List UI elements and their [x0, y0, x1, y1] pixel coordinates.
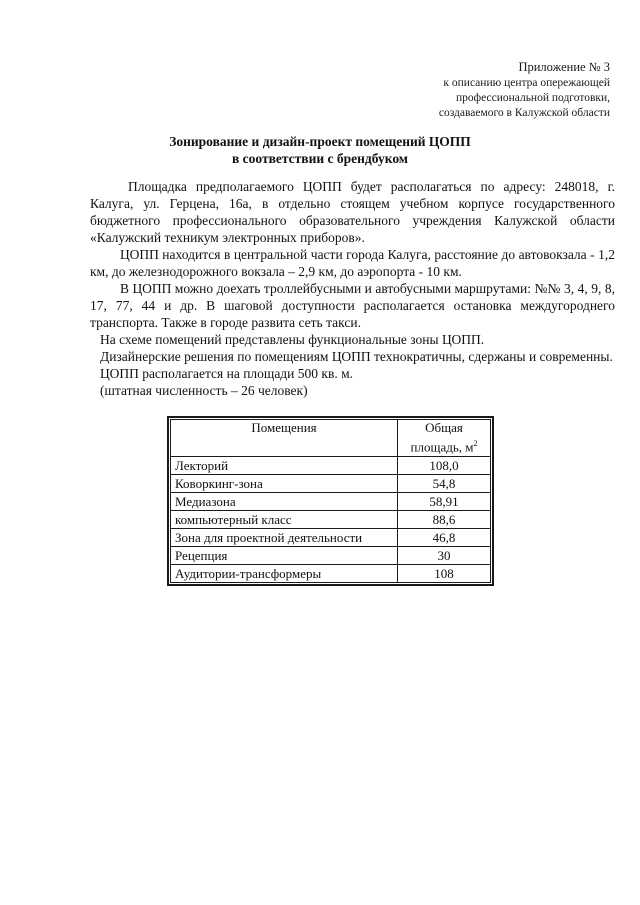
- table-row: [171, 475, 491, 493]
- table-row: [171, 547, 491, 565]
- room-area: 108: [398, 565, 491, 583]
- paragraph-transport: В ЦОПП можно доехать троллейбусными и автобусными маршрутами: №№ 3, 4, 9, 8, 17, 77, 44 и др. В шаговой доступности располагается остановка междугороднего транспорта. Также в городе развита сеть такси.: [90, 281, 615, 330]
- body-text: [90, 178, 615, 399]
- paragraph-staff: (штатная численность – 26 человек): [100, 383, 308, 398]
- paragraph-address: Площадка предполагаемого ЦОПП будет располагаться по адресу: 248018, г. Калуга, ул. Герцена, 16а, в отдельно стоящем учебном корпусе государственного бюджетного профессионального образовательного учреждения Калужской области «Калужский техникум электронных приборов».: [90, 179, 615, 245]
- header-area-line1: Общая: [425, 420, 463, 435]
- room-name: Медиазона: [171, 493, 398, 511]
- room-name: Аудитории-трансформеры: [171, 565, 398, 583]
- room-area: 58,91: [398, 493, 491, 511]
- paragraph-area: ЦОПП располагается на площади 500 кв. м.: [100, 366, 353, 381]
- appendix-header: [439, 60, 610, 121]
- appendix-line: создаваемого в Калужской области: [438, 107, 610, 119]
- room-area: 46,8: [398, 529, 491, 547]
- paragraph-design: Дизайнерские решения по помещениям ЦОПП технократичны, сдержаны и современны.: [100, 349, 613, 364]
- header-area-unit: площадь, м: [410, 439, 474, 455]
- room-name: Лекторий: [171, 457, 398, 475]
- appendix-line: профессиональной подготовки,: [455, 92, 610, 104]
- rooms-table-frame: [167, 416, 494, 586]
- title-line: Зонирование и дизайн-проект помещений ЦОПП: [169, 134, 471, 149]
- table-row: [171, 493, 491, 511]
- room-name: Рецепция: [171, 547, 398, 565]
- document-title: [120, 133, 520, 167]
- room-area: 108,0: [398, 457, 491, 475]
- paragraph-location: ЦОПП находится в центральной части города Калуга, расстояние до автовокзала - 1,2 км, до железнодорожного вокзала – 2,9 км, до аэропорта - 10 км.: [90, 247, 615, 279]
- table-row: [171, 457, 491, 475]
- room-area: 88,6: [398, 511, 491, 529]
- room-area: 54,8: [398, 475, 491, 493]
- room-area: 30: [398, 547, 491, 565]
- header-area-sup: 2: [473, 439, 478, 448]
- rooms-table: [170, 419, 491, 583]
- title-line: в соответствии с брендбуком: [231, 151, 409, 166]
- header-room: Помещения: [171, 420, 398, 457]
- paragraph-zones: На схеме помещений представлены функциональные зоны ЦОПП.: [100, 332, 485, 347]
- table-header-row: [171, 420, 491, 457]
- header-area-line2: [402, 436, 486, 455]
- room-name: Зона для проектной деятельности: [171, 529, 398, 547]
- table-row: [171, 511, 491, 529]
- table-row: [171, 529, 491, 547]
- room-name: компьютерный класс: [171, 511, 398, 529]
- room-name: Коворкинг-зона: [171, 475, 398, 493]
- header-area: [398, 420, 491, 457]
- table-row: [171, 565, 491, 583]
- appendix-number: Приложение № 3: [518, 60, 610, 74]
- appendix-line: к описанию центра опережающей: [443, 77, 610, 89]
